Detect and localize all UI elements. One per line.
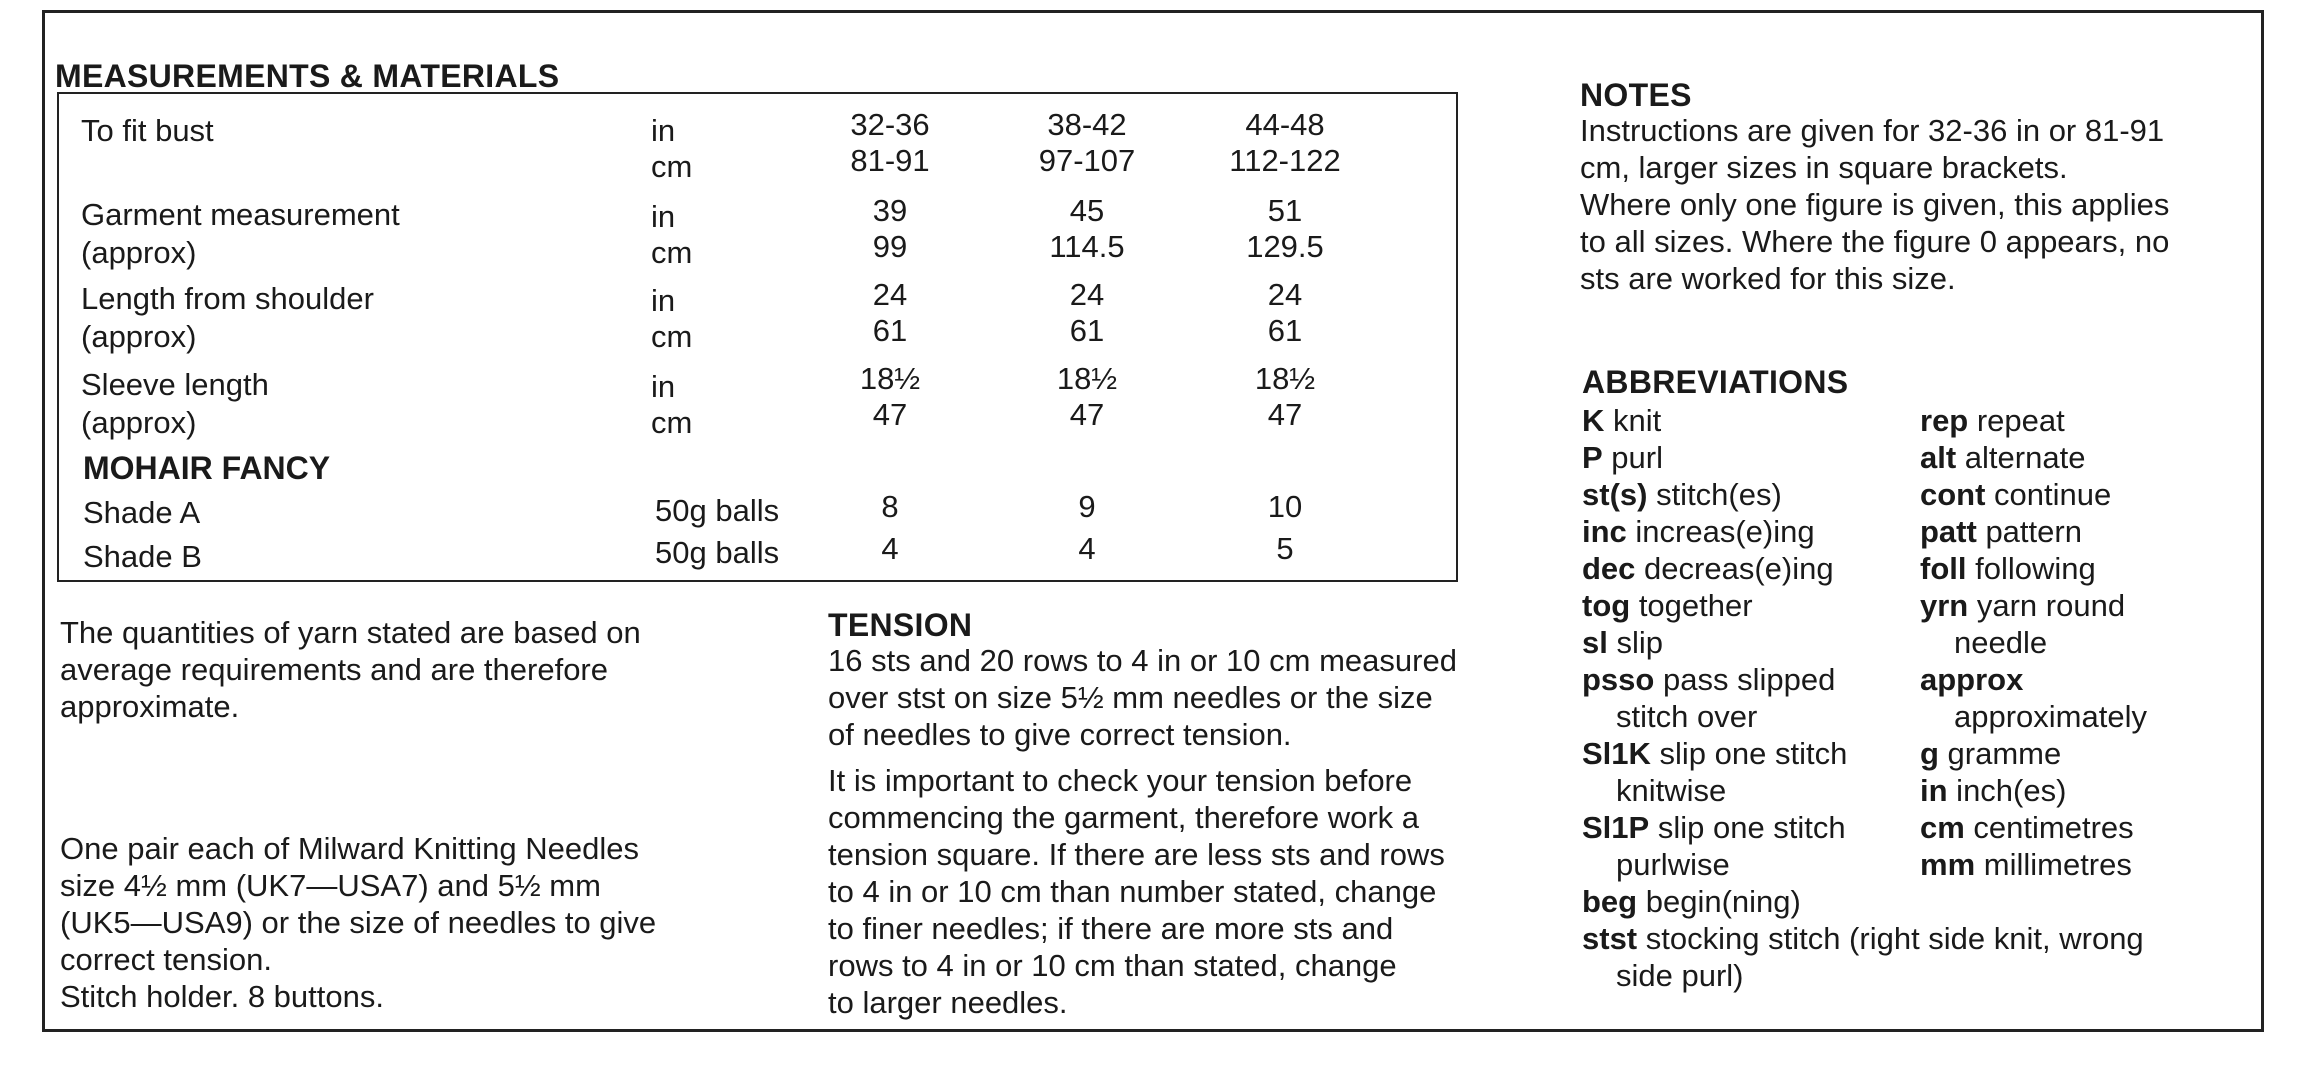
abbr-item: yrn yarn round [1920, 588, 2126, 623]
value-cell: 51 [1267, 193, 1303, 228]
value-cell: 47 [1267, 397, 1303, 432]
quantities-note: The quantities of yarn stated are based on average requirements and are therefore approximate. [60, 615, 641, 724]
abbr-item: psso pass slipped [1582, 662, 1836, 697]
abbr-item: tog together [1582, 588, 1753, 623]
measurements-heading: MEASUREMENTS & MATERIALS [55, 58, 560, 94]
abbr-item: P purl [1582, 440, 1663, 475]
value-cell: 47 [872, 397, 908, 432]
abbr-item: Sl1K slip one stitch [1582, 736, 1848, 771]
abbr-item: approx [1920, 662, 2024, 697]
abbr-item: sl slip [1582, 625, 1663, 660]
abbr-item-continued: needle [1954, 625, 2048, 660]
value-cell: 4 [1078, 531, 1096, 566]
value-cell: 97-107 [1038, 143, 1136, 178]
yarn-unit: 50g balls [655, 493, 780, 528]
abbr-item: dec decreas(e)ing [1582, 551, 1834, 586]
value-cell: 39 [872, 193, 908, 228]
abbr-item: beg begin(ning) [1582, 884, 1801, 919]
notes-heading: NOTES [1580, 77, 1692, 113]
value-cell: 4 [881, 531, 899, 566]
unit-in: in [651, 369, 676, 404]
unit-in: in [651, 199, 676, 234]
value-cell: 47 [1069, 397, 1105, 432]
yarn-label: Shade B [83, 539, 202, 574]
abbr-item: alt alternate [1920, 440, 2086, 475]
value-cell: 61 [1267, 313, 1303, 348]
abbr-item: Sl1P slip one stitch [1582, 810, 1846, 845]
value-cell: 61 [872, 313, 908, 348]
value-cell: 81-91 [850, 143, 930, 178]
yarn-unit: 50g balls [655, 535, 780, 570]
abbreviations-heading: ABBREVIATIONS [1582, 364, 1849, 400]
tension-para-2: It is important to check your tension before commencing the garment, therefore work a tension square. If there are less sts and rows to 4 in or 10 cm than number stated, change to finer needles; if there are more sts and rows to 4 in or 10 cm than stated, change to larger needles. [828, 763, 1445, 1020]
value-cell: 99 [872, 229, 908, 264]
value-cell: 5 [1276, 531, 1294, 566]
yarn-heading: MOHAIR FANCY [83, 450, 331, 486]
value-cell: 45 [1069, 193, 1105, 228]
value-cell: 10 [1267, 489, 1303, 524]
yarn-label: Shade A [83, 495, 201, 530]
tension-para-1: 16 sts and 20 rows to 4 in or 10 cm measured over stst on size 5½ mm needles or the size of needles to give correct tension. [828, 643, 1457, 752]
row-label: Length from shoulder [81, 281, 374, 316]
value-cell: 44-48 [1245, 107, 1325, 142]
row-label: Sleeve length [81, 367, 269, 402]
abbr-item: K knit [1582, 403, 1662, 438]
abbr-item-continued: side purl) [1616, 958, 1744, 993]
value-cell: 114.5 [1049, 229, 1125, 264]
tension-heading: TENSION [828, 607, 973, 643]
unit-in: in [651, 283, 676, 318]
abbr-item: stst stocking stitch (right side knit, wrong [1582, 921, 2144, 956]
value-cell: 129.5 [1246, 229, 1324, 264]
value-cell: 24 [1069, 277, 1105, 312]
unit-cm: cm [651, 319, 693, 354]
value-cell: 24 [1267, 277, 1303, 312]
value-cell: 18½ [859, 361, 921, 396]
value-cell: 112-122 [1229, 143, 1341, 178]
abbr-item: patt pattern [1920, 514, 2082, 549]
unit-in: in [651, 113, 676, 148]
value-cell: 18½ [1254, 361, 1316, 396]
abbr-item-continued: purlwise [1616, 847, 1730, 882]
value-cell: 18½ [1056, 361, 1118, 396]
needles-note: One pair each of Milward Knitting Needles size 4½ mm (UK7—USA7) and 5½ mm (UK5—USA9) or the size of needles to give correct tension. Stitch holder. 8 buttons. [60, 831, 657, 1014]
abbr-item: foll following [1920, 551, 2096, 586]
value-cell: 8 [881, 489, 899, 524]
value-cell: 32-36 [850, 107, 930, 142]
unit-cm: cm [651, 405, 693, 440]
value-cell: 9 [1078, 489, 1096, 524]
abbr-item-continued: knitwise [1616, 773, 1727, 808]
notes-text: Instructions are given for 32-36 in or 81-91 cm, larger sizes in square brackets. Where only one figure is given, this applies to all sizes. Where the figure 0 appears, no sts are worked for this size. [1580, 113, 2170, 296]
row-label: Garment measurement [81, 197, 400, 232]
row-label: (approx) [81, 235, 197, 270]
unit-cm: cm [651, 235, 693, 270]
row-label: (approx) [81, 405, 197, 440]
row-label: (approx) [81, 319, 197, 354]
abbr-item: st(s) stitch(es) [1582, 477, 1782, 512]
measurements-table [57, 92, 1458, 582]
abbr-item: inc increas(e)ing [1582, 514, 1815, 549]
abbr-item: mm millimetres [1920, 847, 2132, 882]
abbreviations-right-list [1920, 402, 2147, 883]
value-cell: 38-42 [1047, 107, 1127, 142]
abbr-item: cont continue [1920, 477, 2112, 512]
abbr-item: g gramme [1920, 736, 2062, 771]
abbr-item: in inch(es) [1920, 773, 2067, 808]
row-label: To fit bust [81, 113, 214, 148]
abbr-item: rep repeat [1920, 403, 2065, 438]
abbr-item-continued: approximately [1954, 699, 2147, 734]
unit-cm: cm [651, 149, 693, 184]
value-cell: 61 [1069, 313, 1105, 348]
abbr-item: cm centimetres [1920, 810, 2134, 845]
abbr-item-continued: stitch over [1616, 699, 1758, 734]
value-cell: 24 [872, 277, 908, 312]
